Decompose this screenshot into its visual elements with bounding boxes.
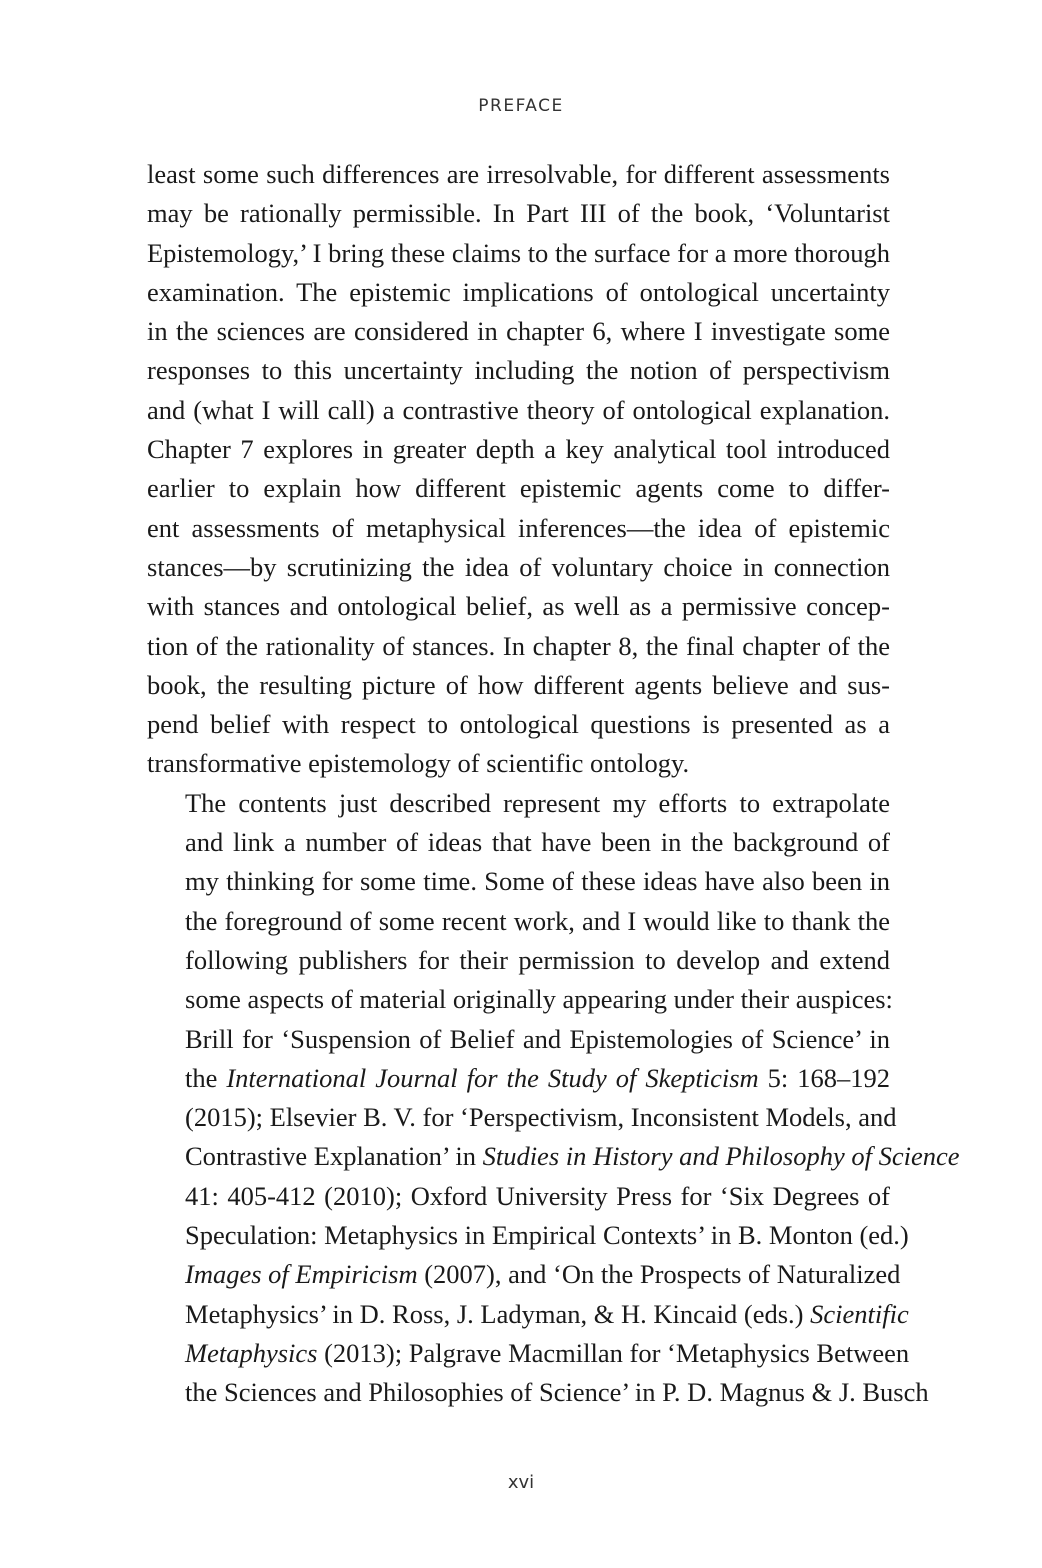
page-number: xvi [507, 1472, 535, 1493]
text-run: Contrastive Explanation’ in [185, 1141, 483, 1172]
text-line: following publishers for their permission to develop and extend [185, 944, 890, 975]
text-line: least some such differences are irresolvable, for different assessments [147, 159, 890, 189]
text-run: Metaphysics’ in D. Ross, J. Ladyman, & H. Kincaid (eds.) [185, 1298, 811, 1329]
running-head: PREFACE [478, 96, 564, 116]
text-line: responses to this uncertainty including the notion of perspectivism [147, 355, 890, 386]
journal-title: Studies in History and Philosophy of Science [482, 1141, 960, 1172]
text-line: with stances and ontological belief, as well as a permissive concep- [147, 591, 890, 622]
text-line: transformative epistemology of scientific ontology. [147, 748, 690, 779]
text-line [147, 1255, 901, 1294]
text-line: Speculation: Metaphysics in Empirical Contexts’ in B. Monton (ed.) [185, 1220, 909, 1251]
book-title: Images of Empiricism [185, 1259, 418, 1290]
text-line: Brill for ‘Suspension of Belief and Epistemologies of Science’ in [185, 1023, 890, 1054]
text-line: (2015); Elsevier B. V. for ‘Perspectivism, Inconsistent Models, and [185, 1102, 897, 1133]
body-text [147, 155, 960, 1413]
text-line: may be rationally permissible. In Part III of the book, ‘Voluntarist [147, 198, 890, 229]
text-line: some aspects of material originally appearing under their auspices: [185, 984, 893, 1015]
text-line: tion of the rationality of stances. In chapter 8, the final chapter of the [147, 630, 890, 661]
text-line: book, the resulting picture of how different agents believe and sus- [147, 669, 890, 700]
paragraph-1 [147, 155, 890, 784]
book-title: Metaphysics [185, 1337, 318, 1368]
text-line: pend belief with respect to ontological questions is presented as a [147, 709, 890, 740]
text-line: earlier to explain how different epistemic agents come to differ- [147, 473, 890, 504]
text-run: (2013); Palgrave Macmillan for ‘Metaphysics Between [317, 1337, 910, 1368]
text-line: 41: 405-412 (2010); Oxford University Press for ‘Six Degrees of [185, 1180, 890, 1211]
text-line [147, 1295, 909, 1334]
text-run: the [185, 1062, 227, 1093]
text-line: Chapter 7 explores in greater depth a key analytical tool introduced [147, 434, 890, 465]
book-title: Scientific [810, 1298, 909, 1329]
text-line: Epistemology,’ I bring these claims to the surface for a more thorough [147, 237, 890, 268]
text-line: and link a number of ideas that have been in the background of [185, 827, 890, 858]
text-line: the foreground of some recent work, and I would like to thank the [185, 905, 890, 936]
text-line: The contents just described represent my efforts to extrapolate [185, 787, 890, 818]
text-line: in the sciences are considered in chapter 6, where I investigate some [147, 316, 890, 347]
text-line: and (what I will call) a contrastive theory of ontological explanation. [147, 394, 890, 425]
text-run: (2007), and ‘On the Prospects of Naturalized [417, 1259, 901, 1290]
text-line: ent assessments of metaphysical inferences—the idea of epistemic [147, 512, 890, 543]
text-line: my thinking for some time. Some of these ideas have also been in [185, 866, 890, 897]
text-line [147, 1059, 890, 1098]
text-line: the Sciences and Philosophies of Science’ in P. D. Magnus & J. Busch [185, 1377, 929, 1408]
text-line [147, 1334, 910, 1373]
paragraph-2 [147, 784, 960, 1413]
text-run: 5: 168–192 [758, 1062, 890, 1093]
text-line: stances—by scrutinizing the idea of voluntary choice in connection [147, 551, 890, 582]
text-line [147, 1137, 960, 1176]
journal-title: International Journal for the Study of Skepticism [226, 1062, 759, 1093]
text-line: examination. The epistemic implications of ontological uncertainty [147, 276, 890, 307]
